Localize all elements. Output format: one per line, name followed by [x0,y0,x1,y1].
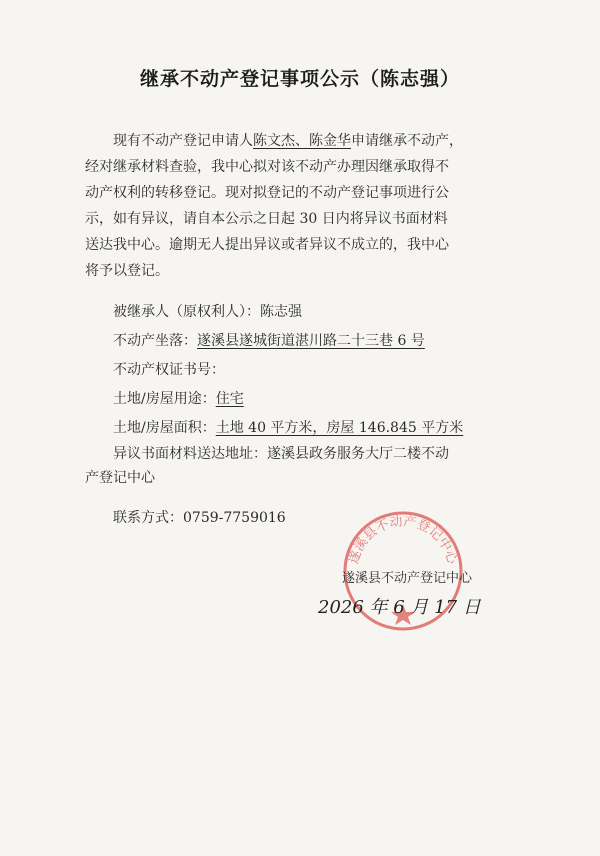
heir-label: 被继承人（原权利人）： [113,304,260,320]
issuer-name: 遂溪县不动产登记中心 [342,571,473,586]
area-label: 土地/房屋面积： [113,420,216,436]
field-address-continued [85,466,525,490]
location-value: 遂溪县遂城街道湛川路二十三巷 6 号 [197,333,425,349]
body-line-2: 经对继承材料查验，我中心拟对该不动产办理因继承取得不 [85,159,449,175]
body-line-3: 动产权利的转移登记。现对拟登记的不动产登记事项进行公 [85,185,449,201]
contact-label: 联系方式： [113,510,183,526]
use-label: 土地/房屋用途： [113,391,216,407]
seal-text: 遂溪县不动产登记中心 [346,514,460,566]
contact-info [113,507,286,527]
body-line-6: 将予以登记。 [85,263,169,279]
body-line-4: 示，如有异议，请自本公示之日起 30 日内将异议书面材料 [85,211,448,227]
notice-body [85,128,525,284]
address-label: 异议书面材料送达地址： [113,446,267,462]
field-location [85,329,525,353]
issue-date: 2026 年 6 月 17 日 [318,597,481,618]
field-address [85,442,525,466]
field-heir [85,300,525,324]
body-line-1 [85,128,525,154]
area-value: 土地 40 平方米，房屋 146.845 平方米 [215,420,464,436]
applicant-names: 陈文杰、陈金华 [253,133,351,149]
heir-value: 陈志强 [260,304,302,320]
property-fields [85,300,525,490]
body-line-5: 送达我中心。逾期无人提出异议或者异议不成立的，我中心 [85,237,449,253]
contact-value: 0759-7759016 [183,510,286,526]
address-value-1: 遂溪县政务服务大厅二楼不动 [267,446,449,462]
address-value-2: 产登记中心 [85,470,155,486]
body-text-applicant-prefix: 现有不动产登记申请人 [113,133,253,149]
use-value: 住宅 [215,391,244,407]
field-certificate [85,358,525,382]
location-label: 不动产坐落： [113,333,197,349]
body-text-applicant-suffix: 申请继承不动产， [351,133,463,149]
field-use [85,387,525,411]
field-area [85,416,525,440]
certificate-label: 不动产权证书号： [113,362,225,378]
document-title: 继承不动产登记事项公示（陈志强） [139,68,460,90]
